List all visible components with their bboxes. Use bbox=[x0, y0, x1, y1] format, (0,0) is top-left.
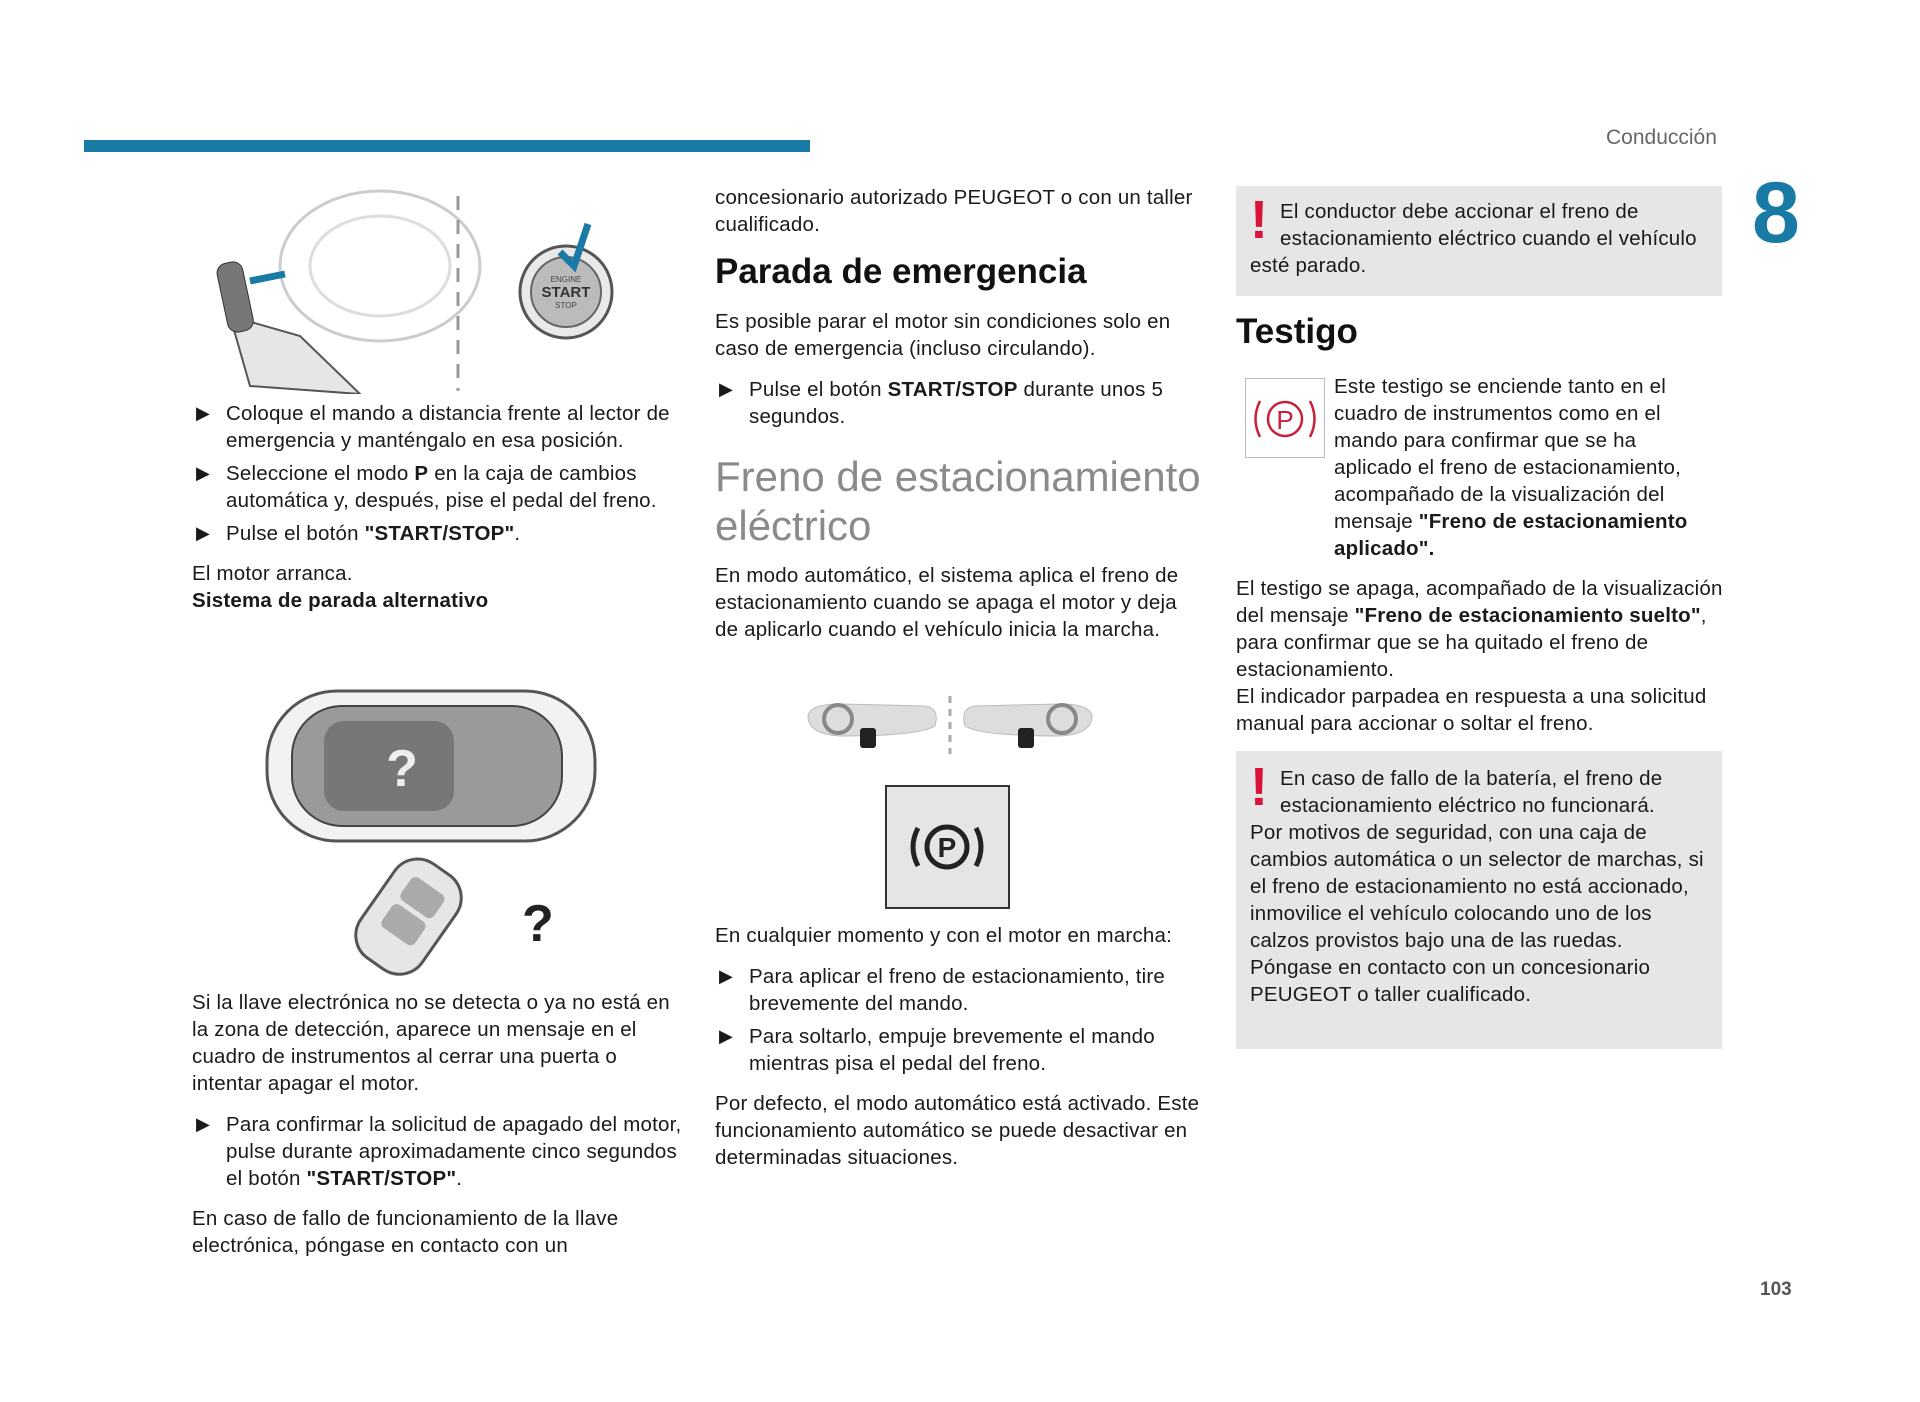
bullet-item bbox=[192, 460, 682, 514]
emergency-stop-text: Es posible parar el motor sin condiciones solo en caso de emergencia (incluso circulando). bbox=[715, 310, 1171, 360]
bullet-arrow-icon: ▶ bbox=[196, 403, 211, 423]
bullet-arrow-icon: ▶ bbox=[719, 966, 734, 986]
warning-box-driver bbox=[1236, 186, 1722, 296]
bullet-arrow-icon: ▶ bbox=[196, 523, 211, 543]
start-label: START bbox=[541, 284, 591, 301]
key-question-mark: ? bbox=[522, 895, 554, 953]
indicator-p: P bbox=[1276, 405, 1294, 435]
bullet-text: Para aplicar el freno de estacionamiento, tire brevemente del mando. bbox=[749, 965, 1166, 1015]
light-off-bold: "Freno de estacionamiento suelto" bbox=[1354, 604, 1701, 627]
right-column-text bbox=[1236, 575, 1726, 737]
bullet-text: Coloque el mando a distancia frente al lector de emergencia y manténgalo en esa posición. bbox=[226, 402, 670, 452]
bullet-item bbox=[192, 400, 682, 454]
bullet-bold: START/STOP bbox=[887, 378, 1018, 401]
bullet-text: Pulse el botón bbox=[226, 522, 365, 545]
bullet-text: en la caja de cambios automática y, después, pise el pedal del freno. bbox=[226, 462, 657, 512]
anytime-text: En cualquier momento y con el motor en marcha: bbox=[715, 924, 1172, 947]
testigo-text-bold: "Freno de estacionamiento aplicado". bbox=[1334, 510, 1688, 560]
motor-starts-text: El motor arranca. bbox=[192, 562, 353, 585]
bullet-bold: P bbox=[414, 462, 429, 485]
parking-brake-warning-light-icon bbox=[1245, 378, 1325, 458]
testigo-text bbox=[1334, 373, 1714, 562]
bullet-item bbox=[715, 376, 1205, 430]
auto-mode-text: En modo automático, el sistema aplica el freno de estacionamiento cuando se apaga el motor y deja de aplicarlo cuando el vehículo inicia la marcha. bbox=[715, 564, 1179, 641]
light-off-pre: El testigo se apaga, acompañado de la visualización del mensaje bbox=[1236, 577, 1723, 627]
bullet-text: Pulse el botón bbox=[749, 378, 888, 401]
emergency-start-illustration bbox=[210, 186, 620, 394]
section-title: Conducción bbox=[1606, 126, 1717, 149]
continued-text: concesionario autorizado PEUGEOT o con un taller cualificado. bbox=[715, 186, 1193, 236]
bullet-bold: "START/STOP" bbox=[306, 1167, 457, 1190]
subheading-text: Sistema de parada alternativo bbox=[192, 589, 489, 612]
key-not-detected-text: Si la llave electrónica no se detecta o ya no está en la zona de detección, aparece un mensaje en el cuadro de instrumentos al cerrar una puerta o intentar apagar el motor. bbox=[192, 991, 670, 1095]
heading-emergency-stop: Parada de emergencia bbox=[715, 252, 1087, 291]
testigo-text-main: Este testigo se enciende tanto en el cuadro de instrumentos como en el mando para confirmar que se ha aplicado el freno de estacionamiento, acompañado de la visualización del mensaje bbox=[1334, 375, 1682, 533]
left-column-text bbox=[192, 400, 682, 614]
middle-column-text-2 bbox=[715, 922, 1205, 1171]
parking-brake-illustration bbox=[800, 686, 1100, 914]
bullet-item bbox=[192, 520, 682, 547]
chapter-number: 8 bbox=[1752, 165, 1800, 261]
light-off-post: , para confirmar que se ha quitado el freno de estacionamiento. bbox=[1236, 604, 1707, 681]
warning-icon: ! bbox=[1250, 757, 1268, 817]
page-number: 103 bbox=[1760, 1279, 1792, 1300]
warning-box-battery bbox=[1236, 751, 1722, 1049]
bullet-bold: "START/STOP" bbox=[364, 522, 515, 545]
p-symbol: P bbox=[937, 832, 957, 863]
left-column-text-2 bbox=[192, 989, 682, 1259]
engine-label: ENGINE bbox=[550, 275, 582, 284]
subheading bbox=[192, 587, 682, 614]
bullet-text: Para confirmar la solicitud de apagado del motor, pulse durante aproximadamente cinco segundos el botón bbox=[226, 1113, 682, 1190]
blink-text: El indicador parpadea en respuesta a una solicitud manual para accionar o soltar el freno. bbox=[1236, 685, 1707, 735]
default-mode-text: Por defecto, el modo automático está activado. Este funcionamiento automático se puede desactivar en determinadas situaciones. bbox=[715, 1092, 1200, 1169]
bullet-item bbox=[192, 1111, 682, 1192]
contact-dealer-text: Póngase en contacto con un concesionario PEUGEOT o taller cualificado. bbox=[1250, 956, 1651, 1006]
bullet-arrow-icon: ▶ bbox=[196, 463, 211, 483]
light-off-text bbox=[1236, 575, 1726, 683]
bullet-text: Seleccione el modo bbox=[226, 462, 415, 485]
car-key-illustration bbox=[262, 676, 602, 976]
bullet-text: durante unos 5 segundos. bbox=[749, 378, 1164, 428]
car-question-mark: ? bbox=[386, 740, 418, 798]
heading-testigo: Testigo bbox=[1236, 312, 1358, 351]
middle-column-text bbox=[715, 184, 1205, 643]
bullet-text: . bbox=[456, 1167, 463, 1190]
stop-label: STOP bbox=[555, 301, 577, 310]
header-accent-bar bbox=[84, 140, 810, 152]
key-failure-text: En caso de fallo de funcionamiento de la llave electrónica, póngase en contacto con un bbox=[192, 1207, 619, 1257]
battery-safety-text: Por motivos de seguridad, con una caja de cambios automática o un selector de marchas, si el freno de estacionamiento no está accionado, inmovilice el vehículo colocando uno de los calzos provistos bajo una de las ruedas. bbox=[1250, 821, 1704, 952]
bullet-text: . bbox=[514, 522, 521, 545]
warning-icon: ! bbox=[1250, 190, 1268, 250]
bullet-arrow-icon: ▶ bbox=[196, 1114, 211, 1134]
bullet-arrow-icon: ▶ bbox=[719, 379, 734, 399]
bullet-item bbox=[715, 1023, 1205, 1077]
battery-warning-text: En caso de fallo de la batería, el freno de estacionamiento eléctrico no funcionará. bbox=[1279, 767, 1663, 817]
heading-electric-parking-brake: Freno de estacionamiento eléctrico bbox=[715, 453, 1201, 549]
bullet-arrow-icon: ▶ bbox=[719, 1026, 734, 1046]
bullet-item bbox=[715, 963, 1205, 1017]
bullet-text: Para soltarlo, empuje brevemente el mando mientras pisa el pedal del freno. bbox=[749, 1025, 1155, 1075]
warning-text: El conductor debe accionar el freno de estacionamiento eléctrico cuando el vehículo esté parado. bbox=[1250, 200, 1697, 277]
